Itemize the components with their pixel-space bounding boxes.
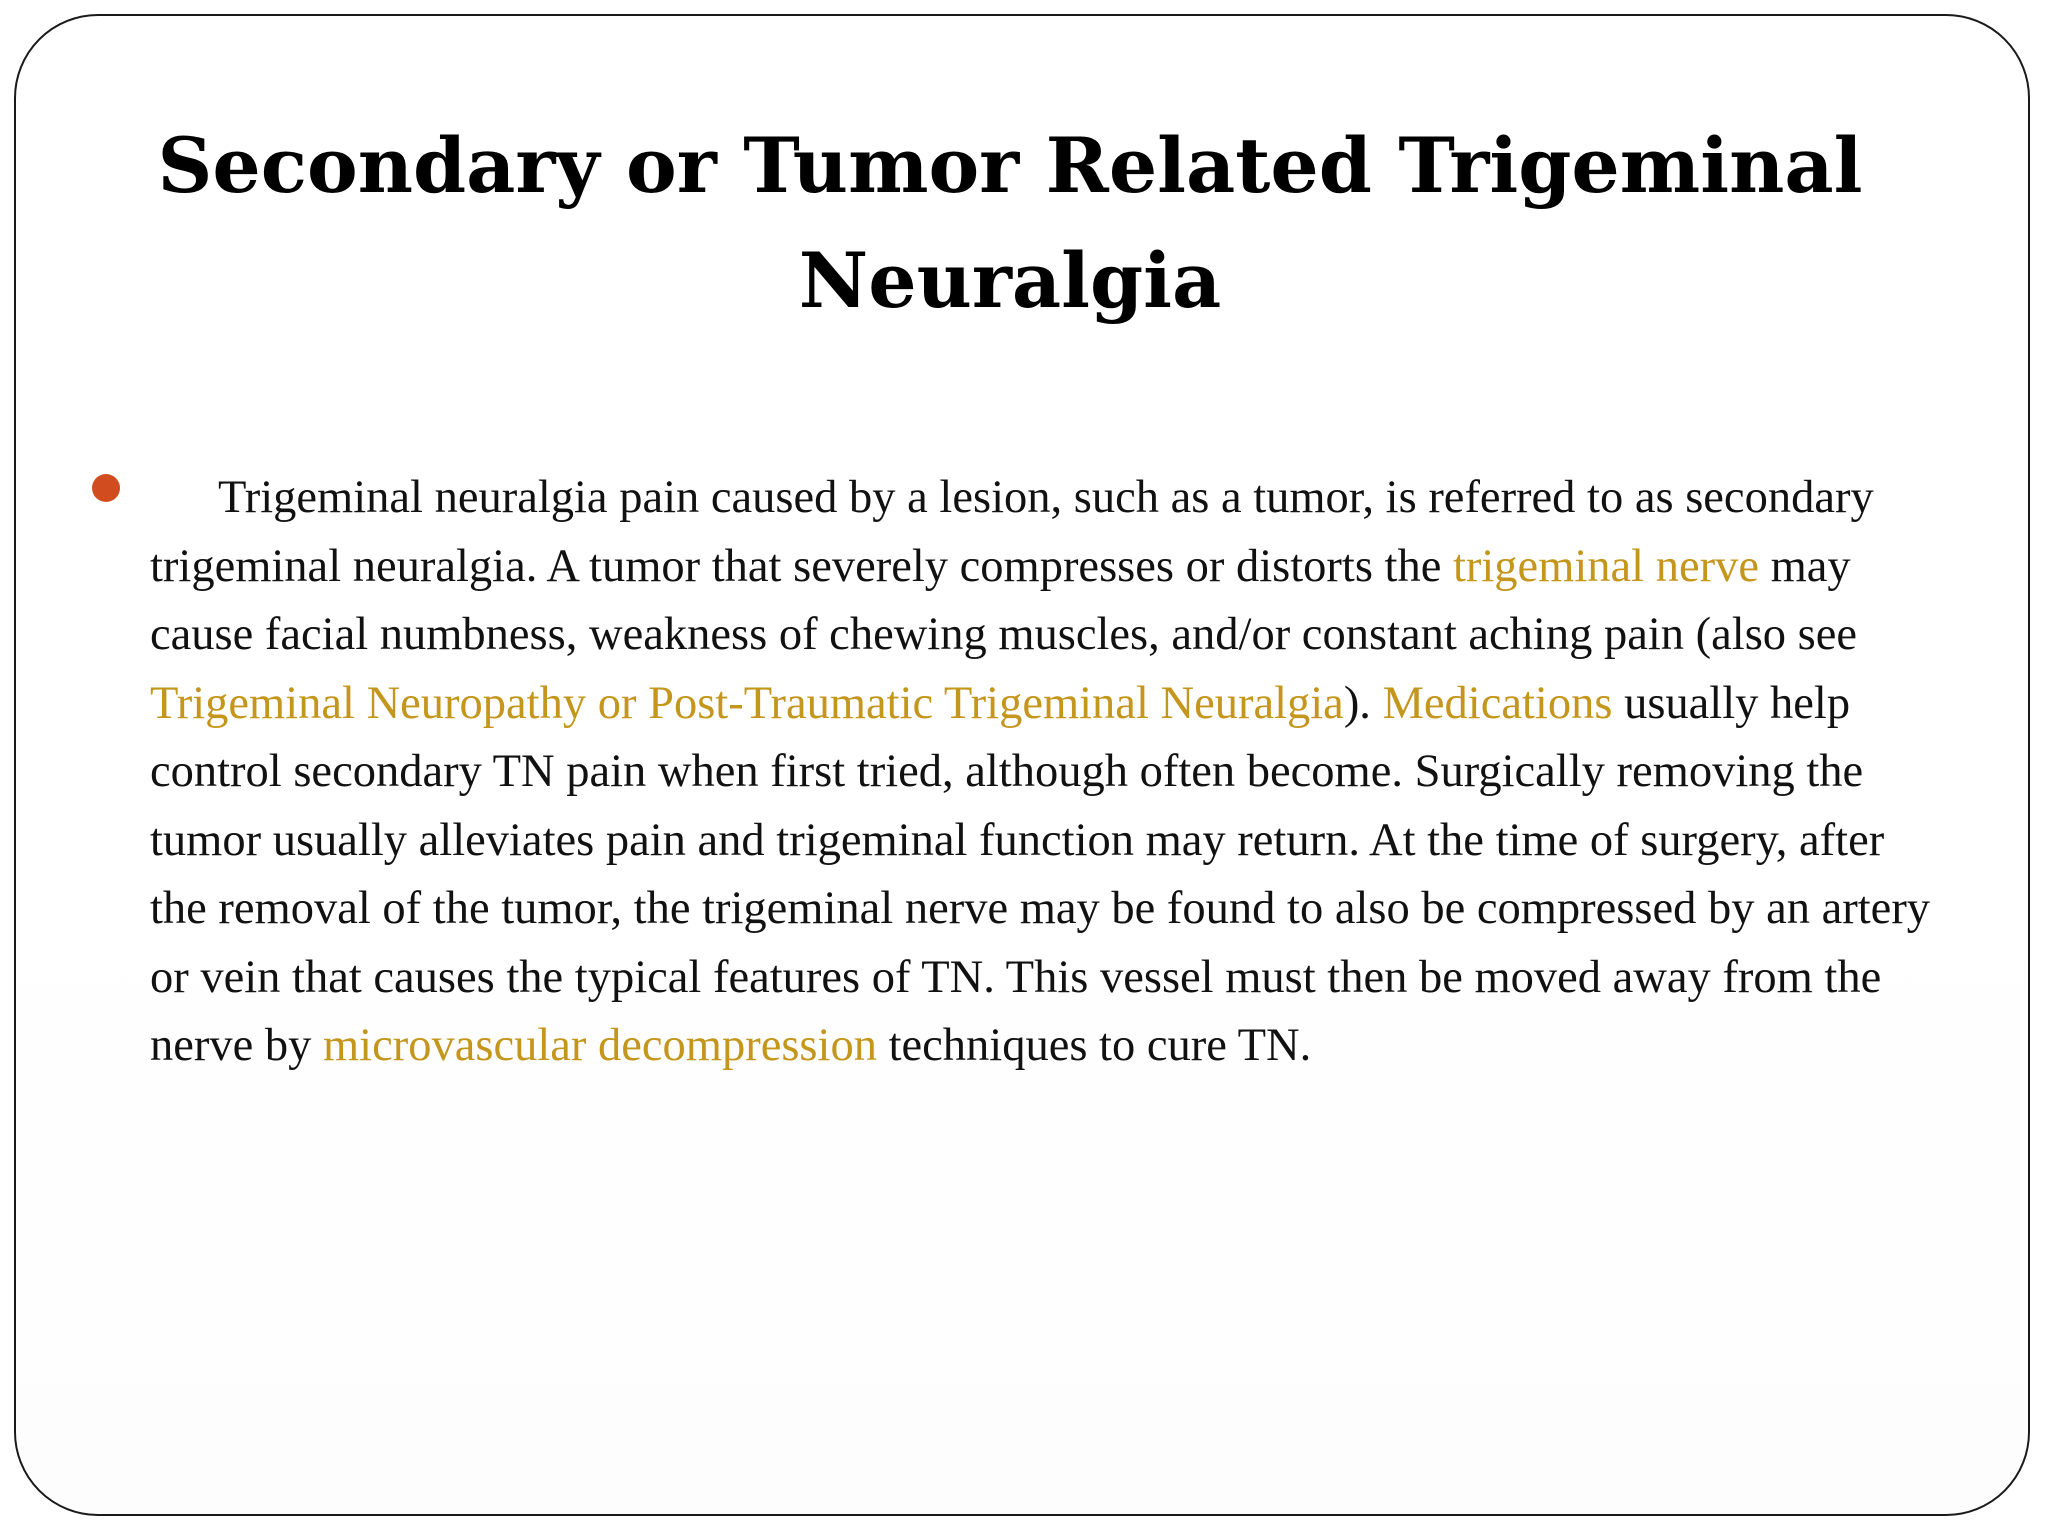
link-medications[interactable]: Medications <box>1382 677 1613 729</box>
slide-title <box>140 108 1880 338</box>
body-paragraph <box>150 464 1940 1081</box>
link-trigeminal-neuropathy[interactable]: Trigeminal Neuropathy or Post-Traumatic Trigeminal Neuralgia <box>150 677 1344 729</box>
link-microvascular-decompression[interactable]: microvascular decompression <box>323 1020 877 1071</box>
paragraph-text-1: Trigeminal neuralgia pain caused by a lesion, such as a tumor, is referred to as secondary trigeminal neuralgia. A tumor that severely compresses or distorts the <box>150 472 1874 592</box>
slide-title-line-2: Neuralgia <box>798 236 1222 325</box>
slide-title-line-1: Secondary or Tumor Related Trigeminal <box>157 121 1863 210</box>
paragraph-text-3: ). <box>1343 677 1383 729</box>
link-trigeminal-nerve[interactable]: trigeminal nerve <box>1452 540 1759 592</box>
bullet-dot-icon <box>92 474 120 502</box>
paragraph-text-2: may cause facial numbness, weakness of chewing muscles, and/or constant aching pain (also see <box>150 540 1858 660</box>
paragraph-text-5: techniques to cure TN. <box>876 1020 1312 1071</box>
paragraph-text-4: usually help control secondary TN pain when first tried, although often become. Surgically removing the tumor usually alleviates pain and trigeminal function may return. At the time of surgery, after the removal of the tumor, the trigeminal nerve may be found to also be compressed by an artery or vein that causes the typical features of TN. This vessel must then be moved away from the nerve by <box>150 677 1931 1071</box>
